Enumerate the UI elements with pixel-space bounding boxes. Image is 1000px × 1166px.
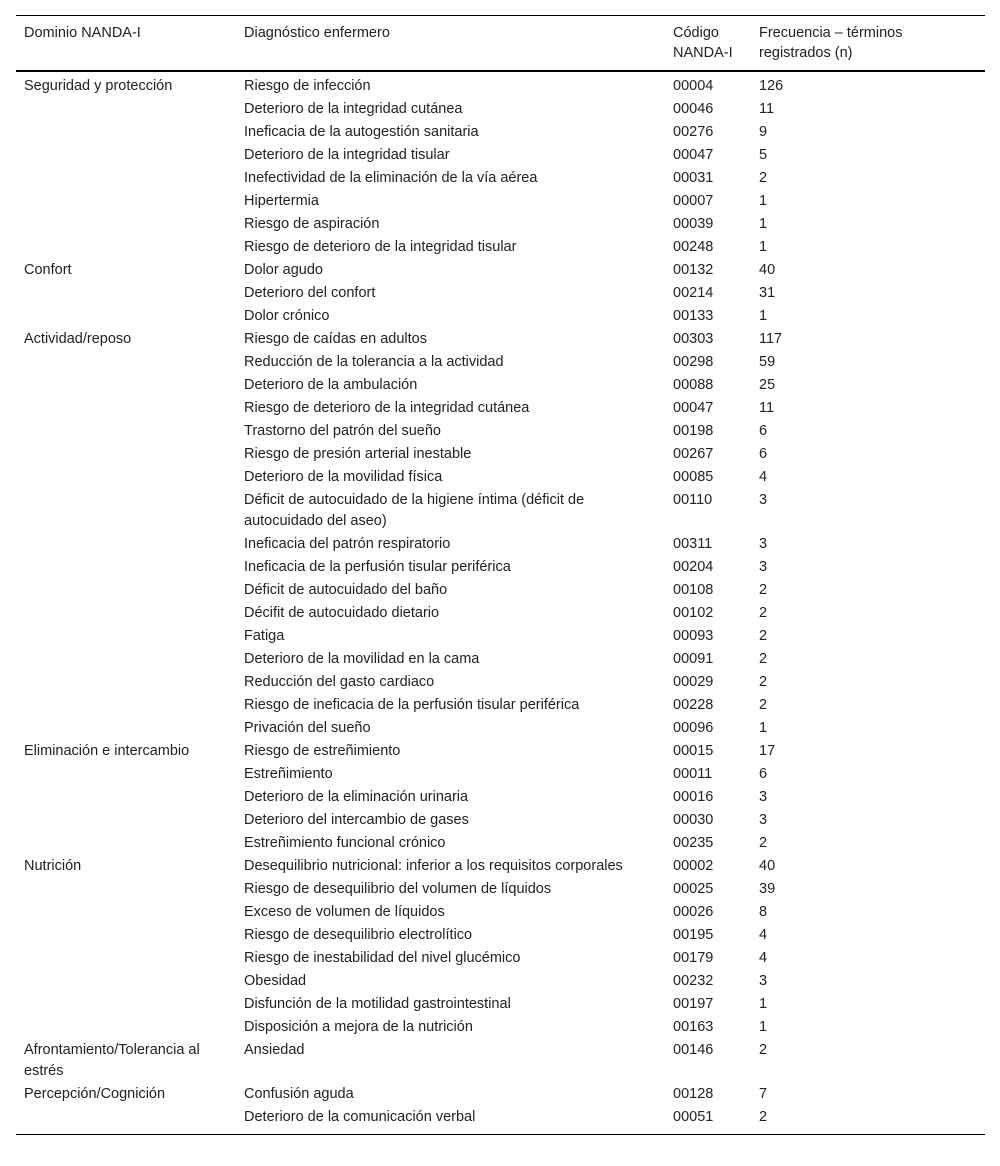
frequency-cell: 3 [759,536,768,552]
code-cell: 00039 [673,216,714,232]
diagnosis-cell: Riesgo de aspiración [244,216,380,232]
frequency-cell: 3 [759,789,768,805]
frequency-cell: 1 [759,308,768,324]
frequency-cell: 2 [759,628,768,644]
diagnosis-cell: Inefectividad de la eliminación de la vía aérea [244,170,538,186]
frequency-cell: 6 [759,423,768,439]
diagnosis-cell: Trastorno del patrón del sueño [244,423,441,439]
code-cell: 00276 [673,124,714,140]
diagnosis-cell: Reducción del gasto cardiaco [244,674,435,690]
frequency-cell: 3 [759,559,768,575]
frequency-cell: 7 [759,1086,768,1102]
code-cell: 00198 [673,423,714,439]
domain-label: Afrontamiento/Tolerancia al estrés [24,1042,200,1079]
header-domain: Dominio NANDA-I [24,25,141,41]
diagnosis-cell: Riesgo de estreñimiento [244,743,401,759]
code-cell: 00029 [673,674,714,690]
frequency-cell: 1 [759,239,768,255]
diagnosis-cell: Deterioro del confort [244,285,376,301]
code-cell: 00195 [673,927,714,943]
frequency-cell: 31 [759,285,776,301]
code-cell: 00026 [673,904,714,920]
code-cell: 00197 [673,996,714,1012]
diagnosis-cell: Riesgo de deterioro de la integridad tisular [244,239,517,255]
code-cell: 00015 [673,743,714,759]
frequency-cell: 3 [759,973,768,989]
frequency-cell: 2 [759,1109,768,1125]
code-cell: 00091 [673,651,714,667]
code-cell: 00235 [673,835,714,851]
diagnosis-cell: Riesgo de deterioro de la integridad cutánea [244,400,530,416]
code-cell: 00093 [673,628,714,644]
diagnosis-cell: Dolor agudo [244,262,323,278]
diagnosis-cell: Deterioro de la ambulación [244,377,418,393]
frequency-cell: 1 [759,216,768,232]
table-row [16,855,985,878]
frequency-cell: 6 [759,446,768,462]
diagnosis-cell: Disfunción de la motilidad gastrointestinal [244,996,511,1012]
diagnosis-cell: Déficit de autocuidado de la higiene íntima (déficit de autocuidado del aseo) [244,492,585,529]
header-code: Código NANDA-I [673,25,733,61]
domain-cell [16,855,236,1039]
code-cell: 00214 [673,285,714,301]
diagnosis-cell: Riesgo de ineficacia de la perfusión tisular periférica [244,697,580,713]
domain-label: Percepción/Cognición [24,1086,166,1102]
frequency-cell: 1 [759,1019,768,1035]
diagnosis-cell: Riesgo de presión arterial inestable [244,446,472,462]
frequency-cell: 1 [759,996,768,1012]
domain-label: Seguridad y protección [24,78,173,94]
diagnosis-cell: Fatiga [244,628,285,644]
code-cell: 00132 [673,262,714,278]
table-row [16,328,985,351]
domain-cell [16,740,236,855]
table-row [16,1039,985,1083]
diagnosis-cell: Deterioro de la movilidad física [244,469,443,485]
code-cell: 00031 [673,170,714,186]
code-cell: 00047 [673,400,714,416]
diagnosis-cell: Riesgo de caídas en adultos [244,331,427,347]
diagnosis-cell: Ineficacia de la autogestión sanitaria [244,124,479,140]
diagnosis-cell: Estreñimiento [244,766,333,782]
frequency-cell: 11 [759,400,775,416]
code-cell: 00110 [673,492,713,508]
frequency-cell: 40 [759,262,776,278]
frequency-cell: 2 [759,170,768,186]
code-cell: 00248 [673,239,714,255]
code-cell: 00002 [673,858,714,874]
diagnosis-cell: Déficit de autocuidado del baño [244,582,448,598]
frequency-cell: 4 [759,469,768,485]
code-cell: 00267 [673,446,714,462]
domain-label: Actividad/reposo [24,331,132,347]
frequency-cell: 3 [759,812,768,828]
diagnosis-cell: Deterioro de la comunicación verbal [244,1109,476,1125]
domain-cell [16,1083,236,1135]
diagnosis-cell: Deterioro de la movilidad en la cama [244,651,480,667]
diagnosis-cell: Deterioro de la integridad cutánea [244,101,463,117]
diagnosis-cell: Décifit de autocuidado dietario [244,605,440,621]
domain-cell [16,71,236,259]
frequency-cell: 5 [759,147,768,163]
code-cell: 00311 [673,536,713,552]
diagnosis-cell: Dolor crónico [244,308,330,324]
code-cell: 00088 [673,377,714,393]
code-cell: 00179 [673,950,714,966]
diagnosis-cell: Confusión aguda [244,1086,354,1102]
diagnosis-cell: Deterioro del intercambio de gases [244,812,469,828]
code-cell: 00108 [673,582,714,598]
frequency-cell: 117 [759,331,783,347]
domain-cell [16,259,236,328]
code-cell: 00007 [673,193,714,209]
nanda-diagnoses-table [16,15,985,1135]
header-frequency: Frecuencia – términos registrados (n) [759,25,903,61]
code-cell: 00146 [673,1042,714,1058]
code-cell: 00016 [673,789,714,805]
code-cell: 00047 [673,147,714,163]
frequency-cell: 126 [759,78,784,94]
diagnosis-cell: Riesgo de inestabilidad del nivel glucémico [244,950,521,966]
frequency-cell: 6 [759,766,768,782]
code-cell: 00163 [673,1019,714,1035]
table-header [16,16,985,72]
code-cell: 00102 [673,605,714,621]
frequency-cell: 3 [759,492,768,508]
frequency-cell: 9 [759,124,768,140]
diagnosis-cell: Disposición a mejora de la nutrición [244,1019,473,1035]
header-diagnosis: Diagnóstico enfermero [244,25,390,41]
frequency-cell: 2 [759,674,768,690]
frequency-cell: 2 [759,1042,768,1058]
code-cell: 00298 [673,354,714,370]
frequency-cell: 40 [759,858,776,874]
diagnosis-cell: Exceso de volumen de líquidos [244,904,445,920]
code-cell: 00228 [673,697,714,713]
frequency-cell: 2 [759,651,768,667]
domain-cell [16,328,236,740]
table-row [16,71,985,98]
code-cell: 00128 [673,1086,714,1102]
diagnosis-cell: Reducción de la tolerancia a la actividad [244,354,504,370]
diagnosis-cell: Ineficacia de la perfusión tisular periférica [244,559,511,575]
frequency-cell: 25 [759,377,776,393]
frequency-cell: 2 [759,835,768,851]
diagnosis-cell: Deterioro de la eliminación urinaria [244,789,469,805]
diagnosis-cell: Desequilibrio nutricional: inferior a los requisitos corporales [244,858,623,874]
diagnosis-cell: Privación del sueño [244,720,371,736]
code-cell: 00204 [673,559,714,575]
code-cell: 00133 [673,308,714,324]
code-cell: 00051 [673,1109,714,1125]
diagnosis-cell: Hipertermia [244,193,319,209]
diagnosis-cell: Riesgo de infección [244,78,371,94]
code-cell: 00011 [673,766,713,782]
frequency-cell: 8 [759,904,768,920]
code-cell: 00232 [673,973,714,989]
table-row [16,259,985,282]
code-cell: 00046 [673,101,714,117]
diagnosis-cell: Estreñimiento funcional crónico [244,835,446,851]
domain-label: Eliminación e intercambio [24,743,190,759]
code-cell: 00303 [673,331,714,347]
frequency-cell: 4 [759,950,768,966]
frequency-cell: 4 [759,927,768,943]
table-body [16,71,985,1135]
diagnosis-cell: Obesidad [244,973,307,989]
diagnosis-cell: Riesgo de desequilibrio electrolítico [244,927,473,943]
frequency-cell: 1 [759,720,768,736]
frequency-cell: 17 [759,743,776,759]
domain-label: Confort [24,262,72,278]
code-cell: 00025 [673,881,714,897]
frequency-cell: 2 [759,582,768,598]
frequency-cell: 2 [759,605,768,621]
frequency-cell: 2 [759,697,768,713]
diagnosis-cell: Deterioro de la integridad tisular [244,147,450,163]
header-row [16,16,985,72]
frequency-cell: 59 [759,354,776,370]
frequency-cell: 39 [759,881,776,897]
code-cell: 00096 [673,720,714,736]
code-cell: 00004 [673,78,714,94]
diagnosis-cell: Ansiedad [244,1042,305,1058]
code-cell: 00030 [673,812,714,828]
domain-cell [16,1039,236,1083]
diagnosis-cell: Ineficacia del patrón respiratorio [244,536,451,552]
code-cell: 00085 [673,469,714,485]
frequency-cell: 11 [759,101,775,117]
table-row [16,740,985,763]
table-row [16,1083,985,1106]
diagnosis-cell: Riesgo de desequilibrio del volumen de líquidos [244,881,552,897]
frequency-cell: 1 [759,193,768,209]
domain-label: Nutrición [24,858,82,874]
